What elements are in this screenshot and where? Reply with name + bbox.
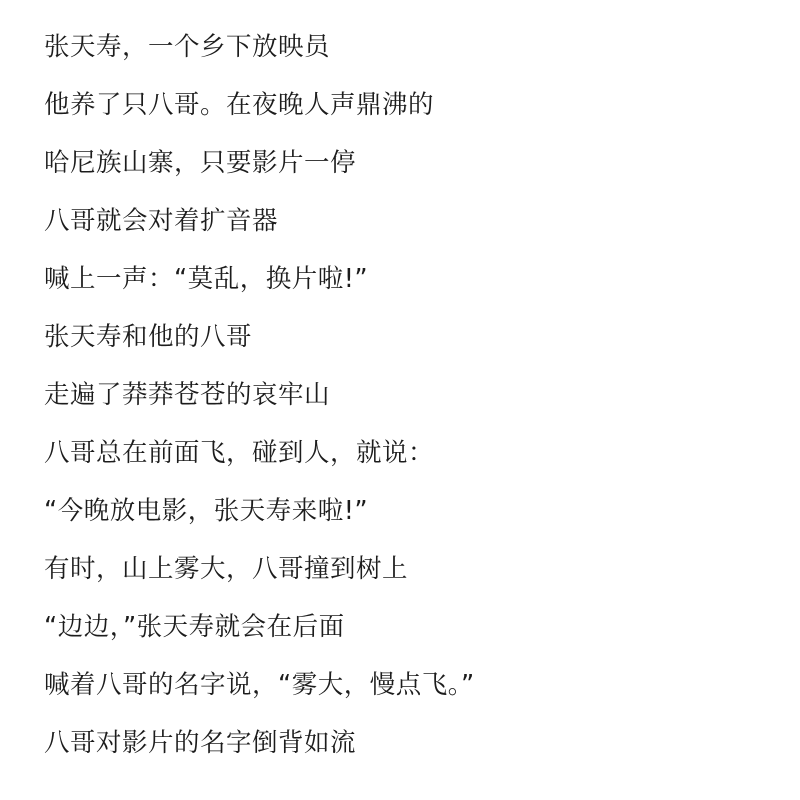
text-line: 喊着八哥的名字说，“雾大，慢点飞。” — [44, 670, 475, 700]
poem-text-block — [44, 18, 760, 772]
text-line: 张天寿，一个乡下放映员 — [44, 32, 331, 62]
text-line: 张天寿和他的八哥 — [44, 322, 253, 352]
text-line: 八哥总在前面飞，碰到人，就说： — [44, 438, 435, 468]
text-line: 他养了只八哥。在夜晚人声鼎沸的 — [44, 90, 435, 120]
text-line: 哈尼族山寨，只要影片一停 — [44, 148, 357, 178]
text-line: “边边，”张天寿就会在后面 — [44, 612, 345, 642]
text-line: 走遍了莽莽苍苍的哀牢山 — [44, 380, 331, 410]
text-line: 八哥就会对着扩音器 — [44, 206, 279, 236]
text-line: 有时，山上雾大，八哥撞到树上 — [44, 554, 409, 584]
text-line: 八哥对影片的名字倒背如流 — [44, 728, 357, 758]
text-line: 喊上一声：“莫乱，换片啦!” — [44, 264, 369, 294]
text-line: “今晚放电影，张天寿来啦!” — [44, 496, 369, 526]
